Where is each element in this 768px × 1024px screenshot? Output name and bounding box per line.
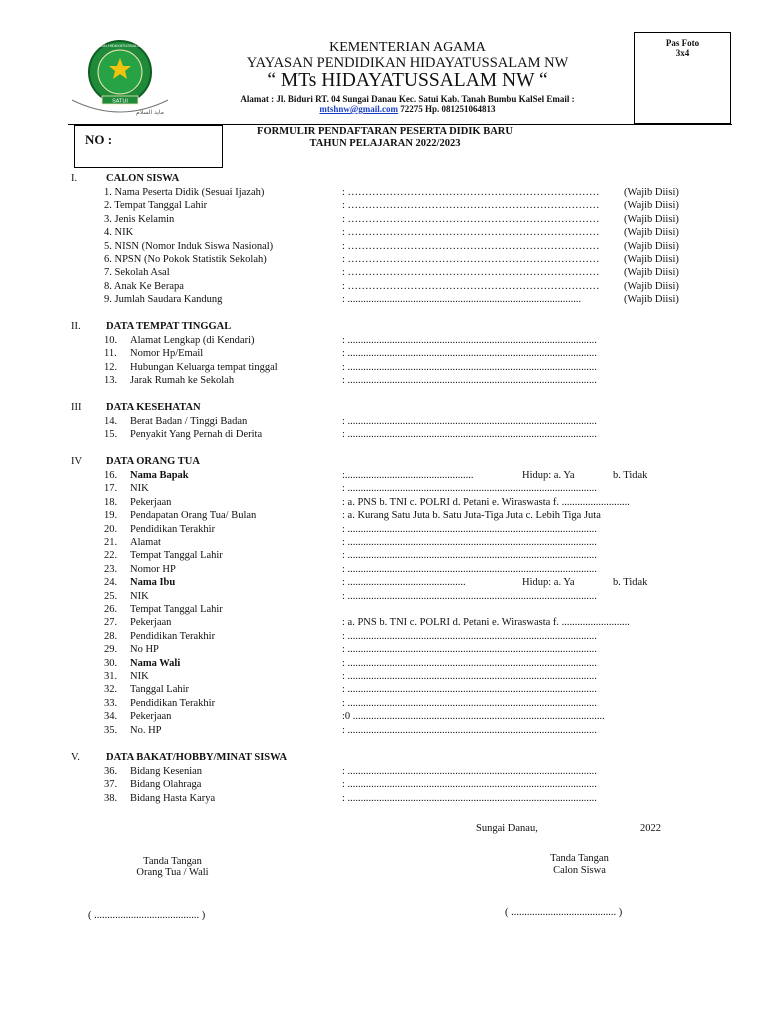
field-input[interactable]: : ......................................................................................... — [342, 294, 582, 306]
form-row — [0, 698, 768, 711]
parent-signature-subtitle: Orang Tua / Wali — [136, 867, 209, 878]
field-number: 33. — [104, 697, 118, 709]
form-row — [0, 524, 768, 537]
field-label: Alamat Lengkap (di Kendari) — [130, 335, 255, 346]
section-title: CALON SISWA — [106, 173, 180, 184]
section-roman: IV — [71, 456, 83, 467]
field-label: Pendidikan Terakhir — [130, 523, 216, 535]
field-input[interactable]: : ............................................................................................... — [342, 361, 597, 373]
field-input[interactable]: : ............................................................................................... — [342, 416, 597, 427]
field-input[interactable]: : ............................................................................................... — [342, 724, 597, 736]
field-number: 11. — [104, 348, 117, 360]
alive-option-yes[interactable]: Hidup: a. Ya — [522, 577, 575, 589]
field-input[interactable]: : ............................................................................................... — [342, 630, 597, 642]
field-label: No. HP — [130, 724, 162, 736]
student-signature-blank[interactable]: ( ........................................ ) — [505, 907, 623, 918]
header-ministry: KEMENTERIAN AGAMA — [329, 40, 486, 55]
logo-top-text: YAYASAN HIDAYATUSSALAM NW — [88, 43, 152, 48]
field-input[interactable]: : ……………………………………………………………… — [342, 280, 600, 292]
field-label: Tempat Tanggal Lahir — [130, 550, 223, 562]
field-label: Nomor HP — [130, 563, 176, 575]
field-input[interactable]: : ……………………………………………………………… — [342, 200, 600, 212]
form-row — [0, 766, 768, 779]
field-label: 3. Jenis Kelamin — [104, 213, 175, 225]
field-label: 2. Tempat Tanggal Lahir — [104, 200, 208, 212]
field-input[interactable]: : ............................................................................................... — [342, 684, 597, 696]
required-note: (Wajib Diisi) — [624, 187, 679, 198]
form-row — [0, 564, 768, 577]
form-row — [0, 510, 768, 523]
field-number: 27. — [104, 617, 118, 629]
field-input[interactable]: :................................................. — [342, 470, 474, 481]
field-label: 7. Sekolah Asal — [104, 267, 170, 279]
field-input[interactable]: : ............................................................................................... — [342, 335, 597, 346]
signature-place: Sungai Danau, — [476, 823, 538, 834]
field-number: 20. — [104, 523, 118, 535]
field-number: 28. — [104, 630, 118, 642]
field-input[interactable]: : ............................................................................................... — [342, 537, 597, 548]
alive-option-no[interactable]: b. Tidak — [613, 470, 648, 481]
section-title: DATA KESEHATAN — [106, 402, 201, 413]
form-row — [0, 200, 768, 213]
form-row — [0, 254, 768, 267]
field-input[interactable]: : ............................................................................................... — [342, 697, 597, 709]
field-input[interactable]: : ............................................................................................... — [342, 483, 597, 495]
section-header — [0, 173, 768, 186]
registration-number-box[interactable] — [74, 125, 223, 168]
field-label: 1. Nama Peserta Didik (Sesuai Ijazah) — [104, 187, 265, 198]
form-row — [0, 214, 768, 227]
form-row — [0, 429, 768, 442]
logo-motto: مايد السلام — [136, 109, 164, 116]
header-foundation: YAYASAN PENDIDIKAN HIDAYATUSSALAM NW — [246, 55, 569, 71]
field-label: Pekerjaan — [130, 711, 172, 723]
field-label: NIK — [130, 671, 149, 682]
student-signature-title: Tanda Tangan — [550, 853, 609, 864]
field-input[interactable]: : a. PNS b. TNI c. POLRI d. Petani e. Wiraswasta f. .......................... — [342, 496, 630, 508]
field-label: 4. NIK — [104, 227, 134, 239]
form-row — [0, 294, 768, 307]
form-row — [0, 281, 768, 294]
photo-box — [634, 32, 731, 124]
field-number: 38. — [104, 792, 118, 804]
field-label: 6. NPSN (No Pokok Statistik Sekolah) — [104, 254, 267, 265]
field-input[interactable]: : ............................................................................................... — [342, 657, 597, 669]
field-label: Tanggal Lahir — [130, 684, 190, 696]
required-note: (Wajib Diisi) — [624, 227, 679, 239]
section-title: DATA BAKAT/HOBBY/MINAT SISWA — [106, 752, 288, 763]
field-input[interactable]: : ............................................................................................... — [342, 348, 597, 360]
field-input[interactable]: : ............................................................................................... — [342, 766, 597, 777]
field-label: Nomor Hp/Email — [130, 348, 204, 360]
field-input[interactable]: : a. PNS b. TNI c. POLRI d. Petani e. Wiraswasta f. .......................... — [342, 617, 630, 629]
field-number: 22. — [104, 550, 118, 562]
header-address: Alamat : Jl. Biduri RT. 04 Sungai Danau Kec. Satui Kab. Tanah Bumbu KalSel Email : — [240, 94, 575, 104]
form-row — [0, 577, 768, 590]
field-label: Pekerjaan — [130, 617, 172, 629]
field-number: 12. — [104, 361, 118, 373]
form-row — [0, 550, 768, 563]
field-input[interactable]: : ............................................. — [342, 577, 466, 589]
form-title: FORMULIR PENDAFTARAN PESERTA DIDIK BARU — [257, 126, 513, 137]
required-note: (Wajib Diisi) — [624, 213, 679, 225]
signature-year: 2022 — [640, 823, 661, 834]
field-label: Hubungan Keluarga tempat tinggal — [130, 361, 278, 373]
field-input[interactable]: : ……………………………………………………………… — [342, 187, 600, 198]
field-number: 29. — [104, 644, 118, 656]
field-number: 30. — [104, 657, 118, 669]
student-signature-subtitle: Calon Siswa — [553, 865, 606, 876]
form-row — [0, 658, 768, 671]
field-input[interactable]: : ……………………………………………………………… — [342, 240, 600, 252]
required-note: (Wajib Diisi) — [624, 267, 679, 279]
header-email-link[interactable]: mtshnw@gmail.com — [319, 104, 399, 114]
field-label: Berat Badan / Tinggi Badan — [130, 416, 248, 427]
form-row — [0, 227, 768, 240]
section-header — [0, 456, 768, 469]
section-title: DATA ORANG TUA — [106, 456, 200, 467]
field-number: 25. — [104, 590, 118, 602]
field-input[interactable]: : ............................................................................................... — [342, 590, 597, 602]
field-input[interactable]: : ……………………………………………………………… — [342, 213, 600, 225]
field-label: Bidang Hasta Karya — [130, 792, 216, 804]
form-row — [0, 591, 768, 604]
form-row — [0, 604, 768, 617]
required-note: (Wajib Diisi) — [624, 294, 679, 306]
form-row — [0, 362, 768, 375]
field-number: 23. — [104, 563, 118, 575]
form-row — [0, 335, 768, 348]
form-row — [0, 644, 768, 657]
field-label: Bidang Olahraga — [130, 779, 202, 791]
form-row — [0, 497, 768, 510]
required-note: (Wajib Diisi) — [624, 254, 679, 265]
field-label: Pekerjaan — [130, 496, 172, 508]
field-number: 14. — [104, 416, 118, 427]
alive-option-no[interactable]: b. Tidak — [613, 577, 648, 589]
field-number: 18. — [104, 496, 118, 508]
section-header — [0, 321, 768, 334]
required-note: (Wajib Diisi) — [624, 280, 679, 292]
field-label: No HP — [130, 644, 159, 656]
field-label: Nama Bapak — [130, 470, 189, 481]
field-input[interactable]: : ............................................................................................... — [342, 563, 597, 575]
field-number: 15. — [104, 429, 118, 441]
field-label: Bidang Kesenian — [130, 766, 203, 777]
field-number: 24. — [104, 577, 118, 589]
field-label: Jarak Rumah ke Sekolah — [130, 375, 235, 387]
field-input[interactable]: :0 ................................................................................................ — [342, 711, 605, 723]
field-label: Alamat — [130, 537, 161, 548]
field-number: 36. — [104, 766, 118, 777]
photo-size: 3x4 — [675, 48, 690, 58]
form-row — [0, 671, 768, 684]
school-logo — [70, 38, 170, 116]
form-row — [0, 711, 768, 724]
field-label: Nama Wali — [130, 657, 181, 669]
section-roman: I. — [71, 173, 78, 184]
logo-bottom-text: SATUI — [112, 98, 128, 105]
field-number: 19. — [104, 510, 118, 522]
required-note: (Wajib Diisi) — [624, 200, 679, 212]
form-row — [0, 631, 768, 644]
form-row — [0, 537, 768, 550]
field-input[interactable]: : a. Kurang Satu Juta b. Satu Juta-Tiga Juta c. Lebih Tiga Juta — [342, 510, 601, 522]
form-row — [0, 375, 768, 388]
section-roman: III — [71, 402, 82, 413]
field-label: NIK — [130, 483, 149, 495]
form-row — [0, 617, 768, 630]
form-row — [0, 793, 768, 806]
section-header — [0, 402, 768, 415]
field-input[interactable]: : ............................................................................................... — [342, 671, 597, 682]
parent-signature-title: Tanda Tangan — [143, 856, 202, 867]
form-row — [0, 483, 768, 496]
field-input[interactable]: : ……………………………………………………………… — [342, 227, 600, 239]
form-row — [0, 684, 768, 697]
photo-label: Pas Foto — [665, 38, 700, 48]
field-input[interactable]: : ............................................................................................... — [342, 375, 597, 387]
required-note: (Wajib Diisi) — [624, 240, 679, 252]
header-school-name: “ MTs HIDAYATUSSALAM NW “ — [267, 70, 548, 91]
field-label: Tempat Tanggal Lahir — [130, 604, 223, 615]
field-input[interactable]: : ............................................................................................... — [342, 779, 597, 791]
field-label: Pendidikan Terakhir — [130, 697, 216, 709]
field-input[interactable]: : ……………………………………………………………… — [342, 267, 600, 279]
section-header — [0, 752, 768, 765]
field-number: 37. — [104, 779, 118, 791]
field-number: 26. — [104, 604, 118, 615]
field-number: 35. — [104, 724, 118, 736]
field-label: Nama Ibu — [130, 577, 176, 589]
form-row — [0, 470, 768, 483]
field-number: 16. — [104, 470, 118, 481]
form-row — [0, 779, 768, 792]
section-roman: V. — [71, 752, 80, 763]
field-label: 8. Anak Ke Berapa — [104, 280, 184, 292]
field-input[interactable]: : ............................................................................................... — [342, 429, 597, 441]
field-number: 34. — [104, 711, 118, 723]
field-label: Penyakit Yang Pernah di Derita — [130, 429, 263, 441]
form-row — [0, 348, 768, 361]
field-number: 13. — [104, 375, 118, 387]
field-number: 32. — [104, 684, 118, 696]
registration-number-label: NO : — [85, 132, 113, 147]
form-row — [0, 267, 768, 280]
field-input[interactable]: : ............................................................................................... — [342, 644, 597, 656]
form-year: TAHUN PELAJARAN 2022/2023 — [309, 138, 461, 149]
form-row — [0, 416, 768, 429]
field-number: 10. — [104, 335, 118, 346]
field-label: NIK — [130, 590, 149, 602]
header-contact-line — [180, 104, 635, 114]
form-row — [0, 241, 768, 254]
field-number: 17. — [104, 483, 118, 495]
section-title: DATA TEMPAT TINGGAL — [106, 321, 232, 332]
form-row — [0, 187, 768, 200]
field-input[interactable]: : ............................................................................................... — [342, 550, 597, 562]
header-contact: 72275 Hp. 081251064813 — [398, 104, 496, 114]
field-label: 9. Jumlah Saudara Kandung — [104, 294, 223, 306]
field-number: 21. — [104, 537, 118, 548]
form-row — [0, 725, 768, 738]
field-input[interactable]: : ............................................................................................... — [342, 792, 597, 804]
alive-option-yes[interactable]: Hidup: a. Ya — [522, 470, 575, 481]
field-input[interactable]: : ……………………………………………………………… — [342, 254, 600, 265]
field-input[interactable]: : ............................................................................................... — [342, 523, 597, 535]
section-roman: II. — [71, 321, 81, 332]
field-label: 5. NISN (Nomor Induk Siswa Nasional) — [104, 240, 274, 252]
parent-signature-blank[interactable]: ( ........................................ ) — [88, 910, 206, 921]
field-label: Pendidikan Terakhir — [130, 630, 216, 642]
field-number: 31. — [104, 671, 118, 682]
field-label: Pendapatan Orang Tua/ Bulan — [130, 510, 257, 522]
